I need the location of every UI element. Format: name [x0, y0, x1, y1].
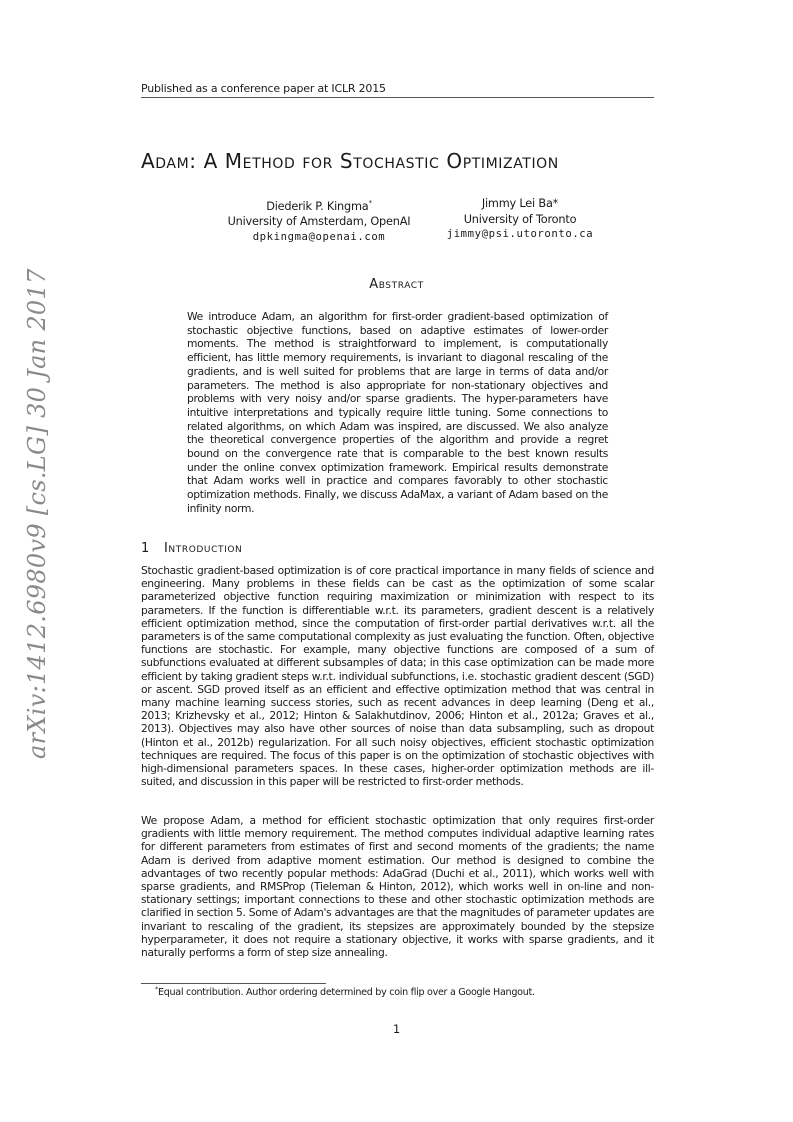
author-name-line	[438, 196, 602, 212]
section-heading	[141, 541, 654, 556]
author-block-kingma	[222, 196, 416, 245]
paper-title: Adam: A Method for Stochastic Optimization	[141, 149, 559, 173]
author-block-ba	[438, 196, 602, 243]
abstract-heading: Abstract	[369, 277, 424, 292]
author-name: Jimmy Lei Ba	[481, 197, 553, 210]
author-email: dpkingma@openai.com	[252, 230, 386, 243]
page-number: 1	[392, 1022, 401, 1036]
author-mark: *	[368, 199, 372, 207]
section-number: 1	[141, 541, 150, 556]
abstract-text: We introduce Adam, an algorithm for first-order gradient-based optimization of stochastic objective functions, based on adaptive estimates of lower-order moments. The method is straightforward to implement, is computationally efficient, has little memory requirements, is invariant to diagonal rescaling of the gradients, and is well suited for problems that are large in terms of data and/or parameters. The method is also appropriate for non-stationary objectives and problems with very noisy and/or sparse gradients. The hyper-parameters have intuitive interpretations and typically require little tuning. Some connections to related algorithms, on which Adam was inspired, are discussed. We also analyze the theoretical convergence properties of the algorithm and provide a regret bound on the convergence rate that is comparable to the best known results under the online convex optimization framework. Empirical results demonstrate that Adam works well in practice and compares favorably to other stochastic optimization methods. Finally, we discuss AdaMax, a variant of Adam based on the infinity norm.	[187, 310, 608, 515]
running-header: Published as a conference paper at ICLR 2015	[141, 82, 386, 95]
author-affiliation: University of Amsterdam, OpenAI	[227, 215, 411, 229]
footnote-text: Equal contribution. Author ordering determined by coin flip over a Google Hangout.	[157, 987, 535, 999]
author-affiliation: University of Toronto	[463, 212, 577, 226]
footnote-mark: *	[155, 985, 158, 993]
section-title: Introduction	[164, 541, 243, 556]
header-rule	[141, 97, 654, 98]
body-paragraph: We propose Adam, a method for efficient stochastic optimization that only requires first-order gradients with little memory requirement. The method computes individual adaptive learning rates for different parameters from estimates of first and second moments of the gradients; the name Adam is derived from adaptive moment estimation. Our method is designed to combine the advantages of two recently popular methods: AdaGrad (Duchi et al., 2011), which works well with sparse gradients, and RMSProp (Tieleman & Hinton, 2012), which works well in on-line and non-stationary settings; important connections to these and other stochastic optimization methods are clarified in section 5. Some of Adam's advantages are that the magnitudes of parameter updates are invariant to rescaling of the gradient, its stepsizes are approximately bounded by the stepsize hyperparameter, it does not require a stationary objective, it works with sparse gradients, and it naturally performs a form of step size annealing.	[141, 814, 654, 960]
footnote-rule	[141, 983, 326, 984]
author-email: jimmy@psi.utoronto.ca	[446, 228, 594, 240]
author-name: Diederik P. Kingma	[266, 199, 369, 213]
arxiv-identifier-stamp: arXiv:1412.6980v9 [cs.LG] 30 Jan 2017	[23, 268, 51, 759]
body-paragraph: Stochastic gradient-based optimization is of core practical importance in many fields of science and engineering. Many problems in these fields can be cast as the optimization of some scalar parameterized objective function requiring maximization or minimization with respect to its parameters. If the function is differentiable w.r.t. its parameters, gradient descent is a relatively efficient optimization method, since the computation of first-order partial derivatives w.r.t. all the parameters is of the same computational complexity as just evaluating the function. Often, objective functions are stochastic. For example, many objective functions are composed of a sum of subfunctions evaluated at different subsamples of data; in this case optimization can be made more efficient by taking gradient steps w.r.t. individual subfunctions, i.e. stochastic gradient descent (SGD) or ascent. SGD proved itself as an efficient and effective optimization method that was central in many machine learning success stories, such as recent advances in deep learning (Deng et al., 2013; Krizhevsky et al., 2012; Hinton & Salakhutdinov, 2006; Hinton et al., 2012a; Graves et al., 2013). Objectives may also have other sources of noise than data subsampling, such as dropout (Hinton et al., 2012b) regularization. For all such noisy objectives, efficient stochastic optimization techniques are required. The focus of this paper is on the optimization of stochastic objectives with high-dimensional parameters spaces. In these cases, higher-order optimization methods are ill-suited, and discussion in this paper will be restricted to first-order methods.	[141, 564, 654, 789]
author-mark: *	[552, 197, 559, 210]
author-name-line	[222, 196, 416, 214]
footnote	[155, 985, 655, 998]
